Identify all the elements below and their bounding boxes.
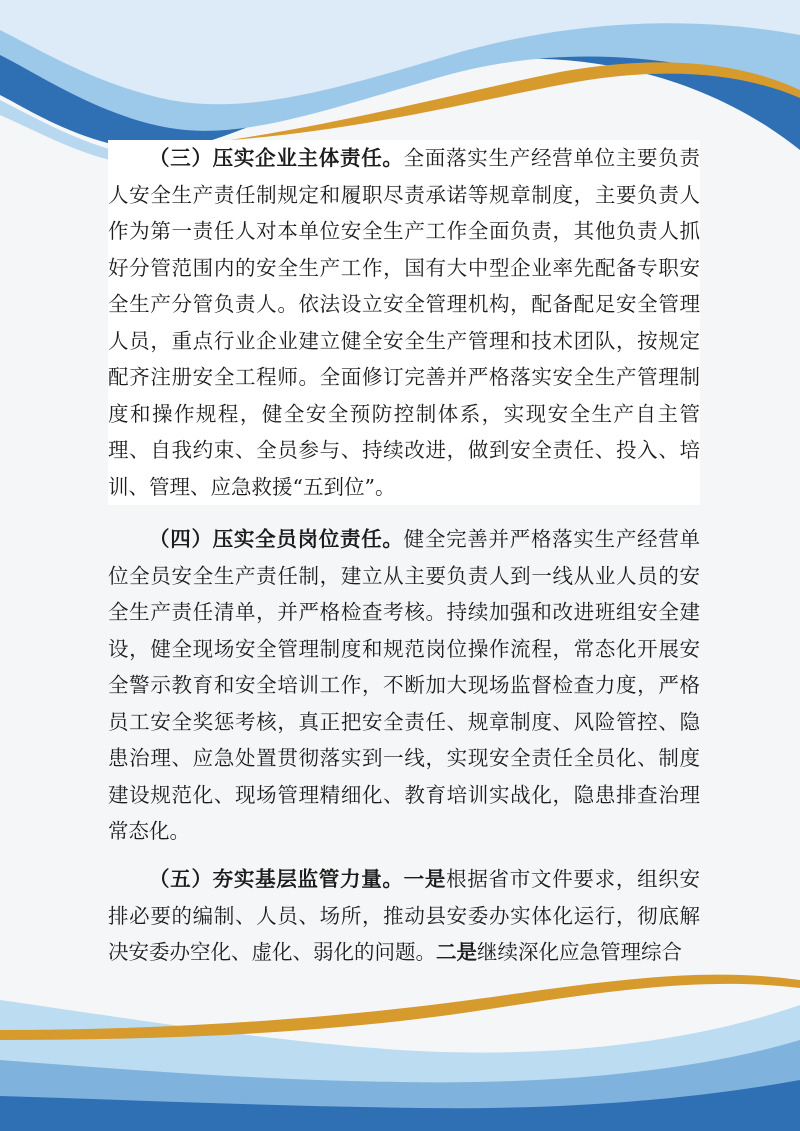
section-five-lead-two: 二是 (436, 940, 477, 964)
section-four (108, 521, 700, 850)
section-five-paragraph (108, 861, 700, 971)
section-five-body-two: 继续深化应急管理综合 (477, 940, 682, 964)
section-five-heading: （五）夯实基层监管力量。 (149, 867, 404, 891)
section-three-body: 全面落实生产经营单位主要负责人安全生产责任制规定和履职尽责承诺等规章制度，主要负责人作为第一责任人对本单位安全生产工作全面负责，其他负责人抓好分管范围内的安全生产工作，国有大中型企业率先配备专职安全生产分管负责人。依法设立安全管理机构，配备配足安全管理人员，重点行业企业建立健全安全生产管理和技术团队，按规定配齐注册安全工程师。全面修订完善并严格落实安全生产管理制度和操作规程，健全安全预防控制体系，实现安全生产自主管理、自我约束、全员参与、持续改进，做到安全责任、投入、培训、管理、应急救援“五到位”。 (108, 146, 700, 499)
section-three-heading: （三）压实企业主体责任。 (149, 146, 404, 170)
section-five (108, 861, 700, 971)
section-three-paragraph (108, 140, 700, 505)
section-four-paragraph (108, 521, 700, 850)
section-four-body: 健全完善并严格落实生产经营单位全员安全生产责任制，建立从主要负责人到一线从业人员的安全生产责任清单，并严格检查考核。持续加强和改进班组安全建设，健全现场安全管理制度和规范岗位操作流程，常态化开展安全警示教育和安全培训工作，不断加大现场监督检查力度，严格员工安全奖惩考核，真正把安全责任、规章制度、风险管控、隐患治理、应急处置贯彻落实到一线，实现安全责任全员化、制度建设规范化、现场管理精细化、教育培训实战化，隐患排查治理常态化。 (108, 527, 700, 843)
bottom-gold-swoosh (0, 975, 800, 1040)
section-three (108, 140, 700, 505)
section-five-body-one: 根据省市文件要求，组织安排必要的编制、人员、场所，推动县安委办实体化运行，彻底解决安委办空化、虚化、弱化的问题。 (108, 867, 701, 964)
section-four-heading: （四）压实全员岗位责任。 (149, 527, 404, 551)
section-five-lead-one: 一是 (403, 867, 447, 891)
